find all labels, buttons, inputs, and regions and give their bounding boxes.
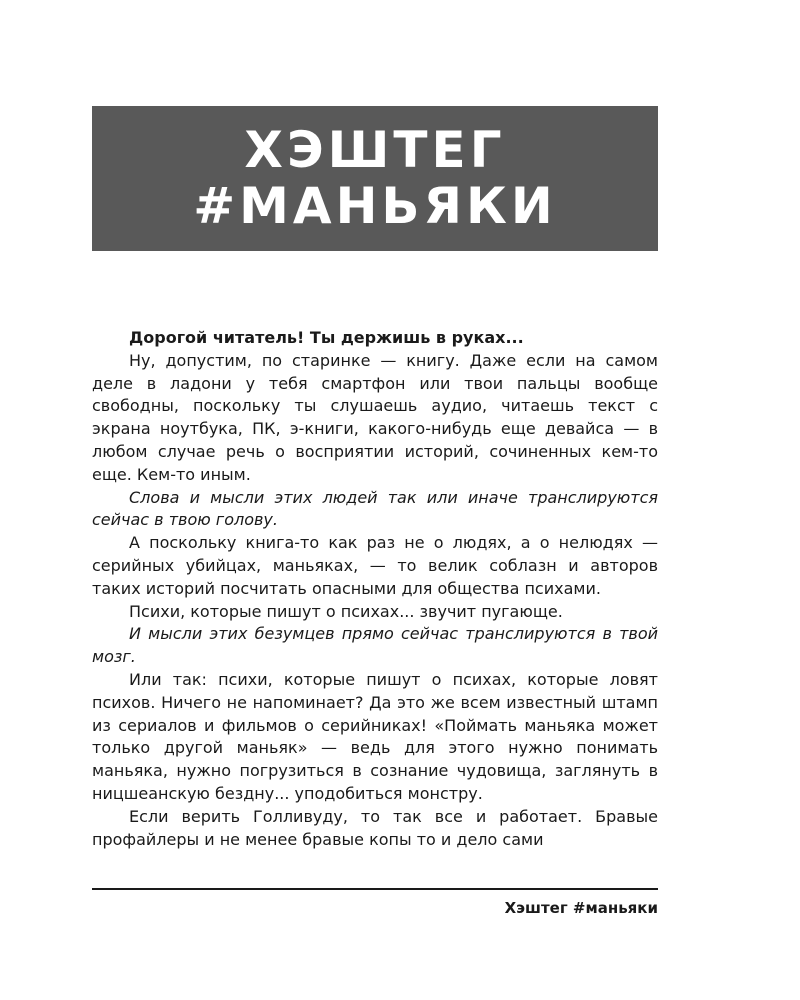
footer-rule [92,888,658,890]
running-footer-title: Хэштег #маньяки [504,899,658,917]
chapter-title-banner [92,106,658,251]
paragraph: Ну, допустим, по старинке — книгу. Даже если на самом деле в ладони у тебя смартфон или твои пальцы вообще свободны, поскольку ты слушаешь аудио, читаешь текст с экрана ноутбука, ПК, э-книги, какого-нибудь еще девайса — в любом случае речь о восприятии историй, сочиненных кем-то еще. Кем-то иным. [92,350,658,484]
paragraph: А поскольку книга-то как раз не о людях, а о нелюдях — серийных убийцах, маньяках, — то велик соблазн и авторов таких историй посчитать опасными для общества психами. [92,533,658,598]
lead-paragraph: Дорогой читатель! Ты держишь в руках... [129,328,524,347]
chapter-title-line-1: ХЭШТЕГ [244,121,506,179]
italic-paragraph: Слова и мысли этих людей так или иначе транслируются сейчас в твою голову. [92,487,658,530]
body-text [92,327,658,851]
chapter-title-line-2: #МАНЬЯКИ [193,177,557,235]
italic-paragraph: И мысли этих безумцев прямо сейчас транслируются в твой мозг. [92,624,658,667]
paragraph: Или так: психи, которые пишут о психах, которые ловят психов. Ничего не напоминает? Да это же всем известный штамп из сериалов и фильмов о серийниках! «Поймать маньяка может только другой маньяк» — ведь для этого нужно понимать маньяка, нужно погрузиться в сознание чудовища, заглянуть в ницшеанскую бездну... уподобиться монстру. [92,669,658,803]
paragraph: Если верить Голливуду, то так все и работает. Бравые профайлеры и не менее бравые копы то и дело сами [92,806,658,849]
paragraph: Психи, которые пишут о психах... звучит пугающе. [129,601,563,621]
